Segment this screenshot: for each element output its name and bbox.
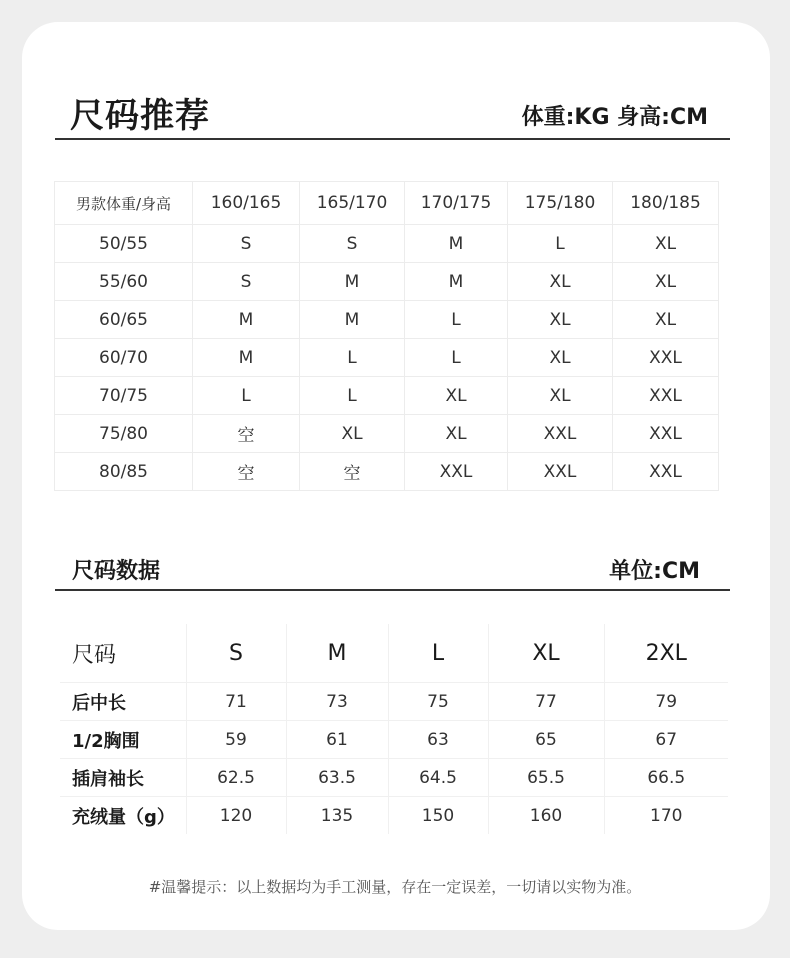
size-data-table — [60, 624, 728, 834]
size-cell: M — [405, 225, 508, 263]
measure-value: 75 — [388, 683, 488, 721]
measure-value: 160 — [488, 797, 604, 835]
size-cell: XXL — [613, 377, 719, 415]
size-cell: XXL — [613, 453, 719, 491]
table-row — [55, 377, 719, 415]
table-row — [55, 339, 719, 377]
size-cell: L — [300, 377, 405, 415]
size-cell: M — [193, 301, 300, 339]
table-row — [55, 263, 719, 301]
measure-value: 65 — [488, 721, 604, 759]
height-header: 165/170 — [300, 182, 405, 225]
size-cell: M — [300, 263, 405, 301]
weight-cell: 80/85 — [55, 453, 193, 491]
size-recommend-title: 尺码推荐 — [70, 96, 210, 136]
weight-cell: 75/80 — [55, 415, 193, 453]
size-cell: XXL — [613, 339, 719, 377]
size-cell: XL — [508, 377, 613, 415]
corner-header: 男款体重/身高 — [55, 182, 193, 225]
measure-label: 充绒量（g） — [72, 806, 175, 828]
corner-header: 尺码 — [60, 624, 186, 683]
weight-cell: 60/65 — [55, 301, 193, 339]
size-cell: XL — [613, 301, 719, 339]
size-cell: M — [193, 339, 300, 377]
height-header: 180/185 — [613, 182, 719, 225]
measure-value: 135 — [286, 797, 388, 835]
size-header: 2XL — [604, 624, 728, 683]
size-cell: 空 — [193, 415, 300, 453]
size-cell: S — [300, 225, 405, 263]
size-cell: L — [508, 225, 613, 263]
size-cell: 空 — [300, 453, 405, 491]
measure-value: 64.5 — [388, 759, 488, 797]
measure-value: 62.5 — [186, 759, 286, 797]
size-cell: XL — [508, 301, 613, 339]
measure-value: 66.5 — [604, 759, 728, 797]
disclaimer-note: #温馨提示：以上数据均为手工测量，存在一定误差，一切请以实物为准。 — [148, 878, 642, 896]
measure-value: 65.5 — [488, 759, 604, 797]
weight-cell: 60/70 — [55, 339, 193, 377]
weight-cell: 55/60 — [55, 263, 193, 301]
size-cell: XXL — [508, 453, 613, 491]
size-cell: XL — [508, 339, 613, 377]
measure-label: 插肩袖长 — [60, 759, 186, 797]
table-row — [55, 301, 719, 339]
size-cell: XL — [613, 263, 719, 301]
measure-value: 150 — [388, 797, 488, 835]
table-header-row — [55, 182, 719, 225]
height-header: 160/165 — [193, 182, 300, 225]
weight-cell: 70/75 — [55, 377, 193, 415]
size-cell: XL — [613, 225, 719, 263]
divider — [55, 589, 730, 591]
size-cell: XL — [405, 415, 508, 453]
measure-value: 67 — [604, 721, 728, 759]
size-cell: XXL — [508, 415, 613, 453]
divider — [55, 138, 730, 140]
measure-label: 后中长 — [60, 683, 186, 721]
size-header: S — [186, 624, 286, 683]
size-cell: XXL — [613, 415, 719, 453]
table-row — [60, 721, 728, 759]
size-cell: XL — [405, 377, 508, 415]
measure-value: 63.5 — [286, 759, 388, 797]
size-cell: S — [193, 225, 300, 263]
size-header: L — [388, 624, 488, 683]
size-cell: XXL — [405, 453, 508, 491]
size-cell: XL — [300, 415, 405, 453]
size-header: XL — [488, 624, 604, 683]
size-cell: L — [300, 339, 405, 377]
size-data-unit: 单位:CM — [609, 559, 700, 584]
measure-value: 77 — [488, 683, 604, 721]
size-header: M — [286, 624, 388, 683]
table-row — [55, 225, 719, 263]
table-row — [60, 759, 728, 797]
measure-value: 61 — [286, 721, 388, 759]
size-cell: S — [193, 263, 300, 301]
measure-value: 63 — [388, 721, 488, 759]
size-cell: M — [405, 263, 508, 301]
size-data-title: 尺码数据 — [72, 559, 161, 584]
table-row — [55, 453, 719, 491]
measure-value: 170 — [604, 797, 728, 835]
size-cell: 空 — [193, 453, 300, 491]
table-row — [60, 797, 728, 835]
table-row — [55, 415, 719, 453]
table-header-row — [60, 624, 728, 683]
size-recommend-unit: 体重:KG 身高:CM — [521, 105, 708, 130]
measure-value: 120 — [186, 797, 286, 835]
size-cell: L — [193, 377, 300, 415]
table-row — [60, 683, 728, 721]
weight-cell: 50/55 — [55, 225, 193, 263]
measure-value: 71 — [186, 683, 286, 721]
size-recommend-table — [54, 181, 719, 491]
size-cell: L — [405, 301, 508, 339]
size-cell: L — [405, 339, 508, 377]
height-header: 175/180 — [508, 182, 613, 225]
size-cell: M — [300, 301, 405, 339]
measure-label: 1/2胸围 — [60, 721, 186, 759]
measure-value: 59 — [186, 721, 286, 759]
measure-value: 79 — [604, 683, 728, 721]
height-header: 170/175 — [405, 182, 508, 225]
size-cell: XL — [508, 263, 613, 301]
measure-value: 73 — [286, 683, 388, 721]
